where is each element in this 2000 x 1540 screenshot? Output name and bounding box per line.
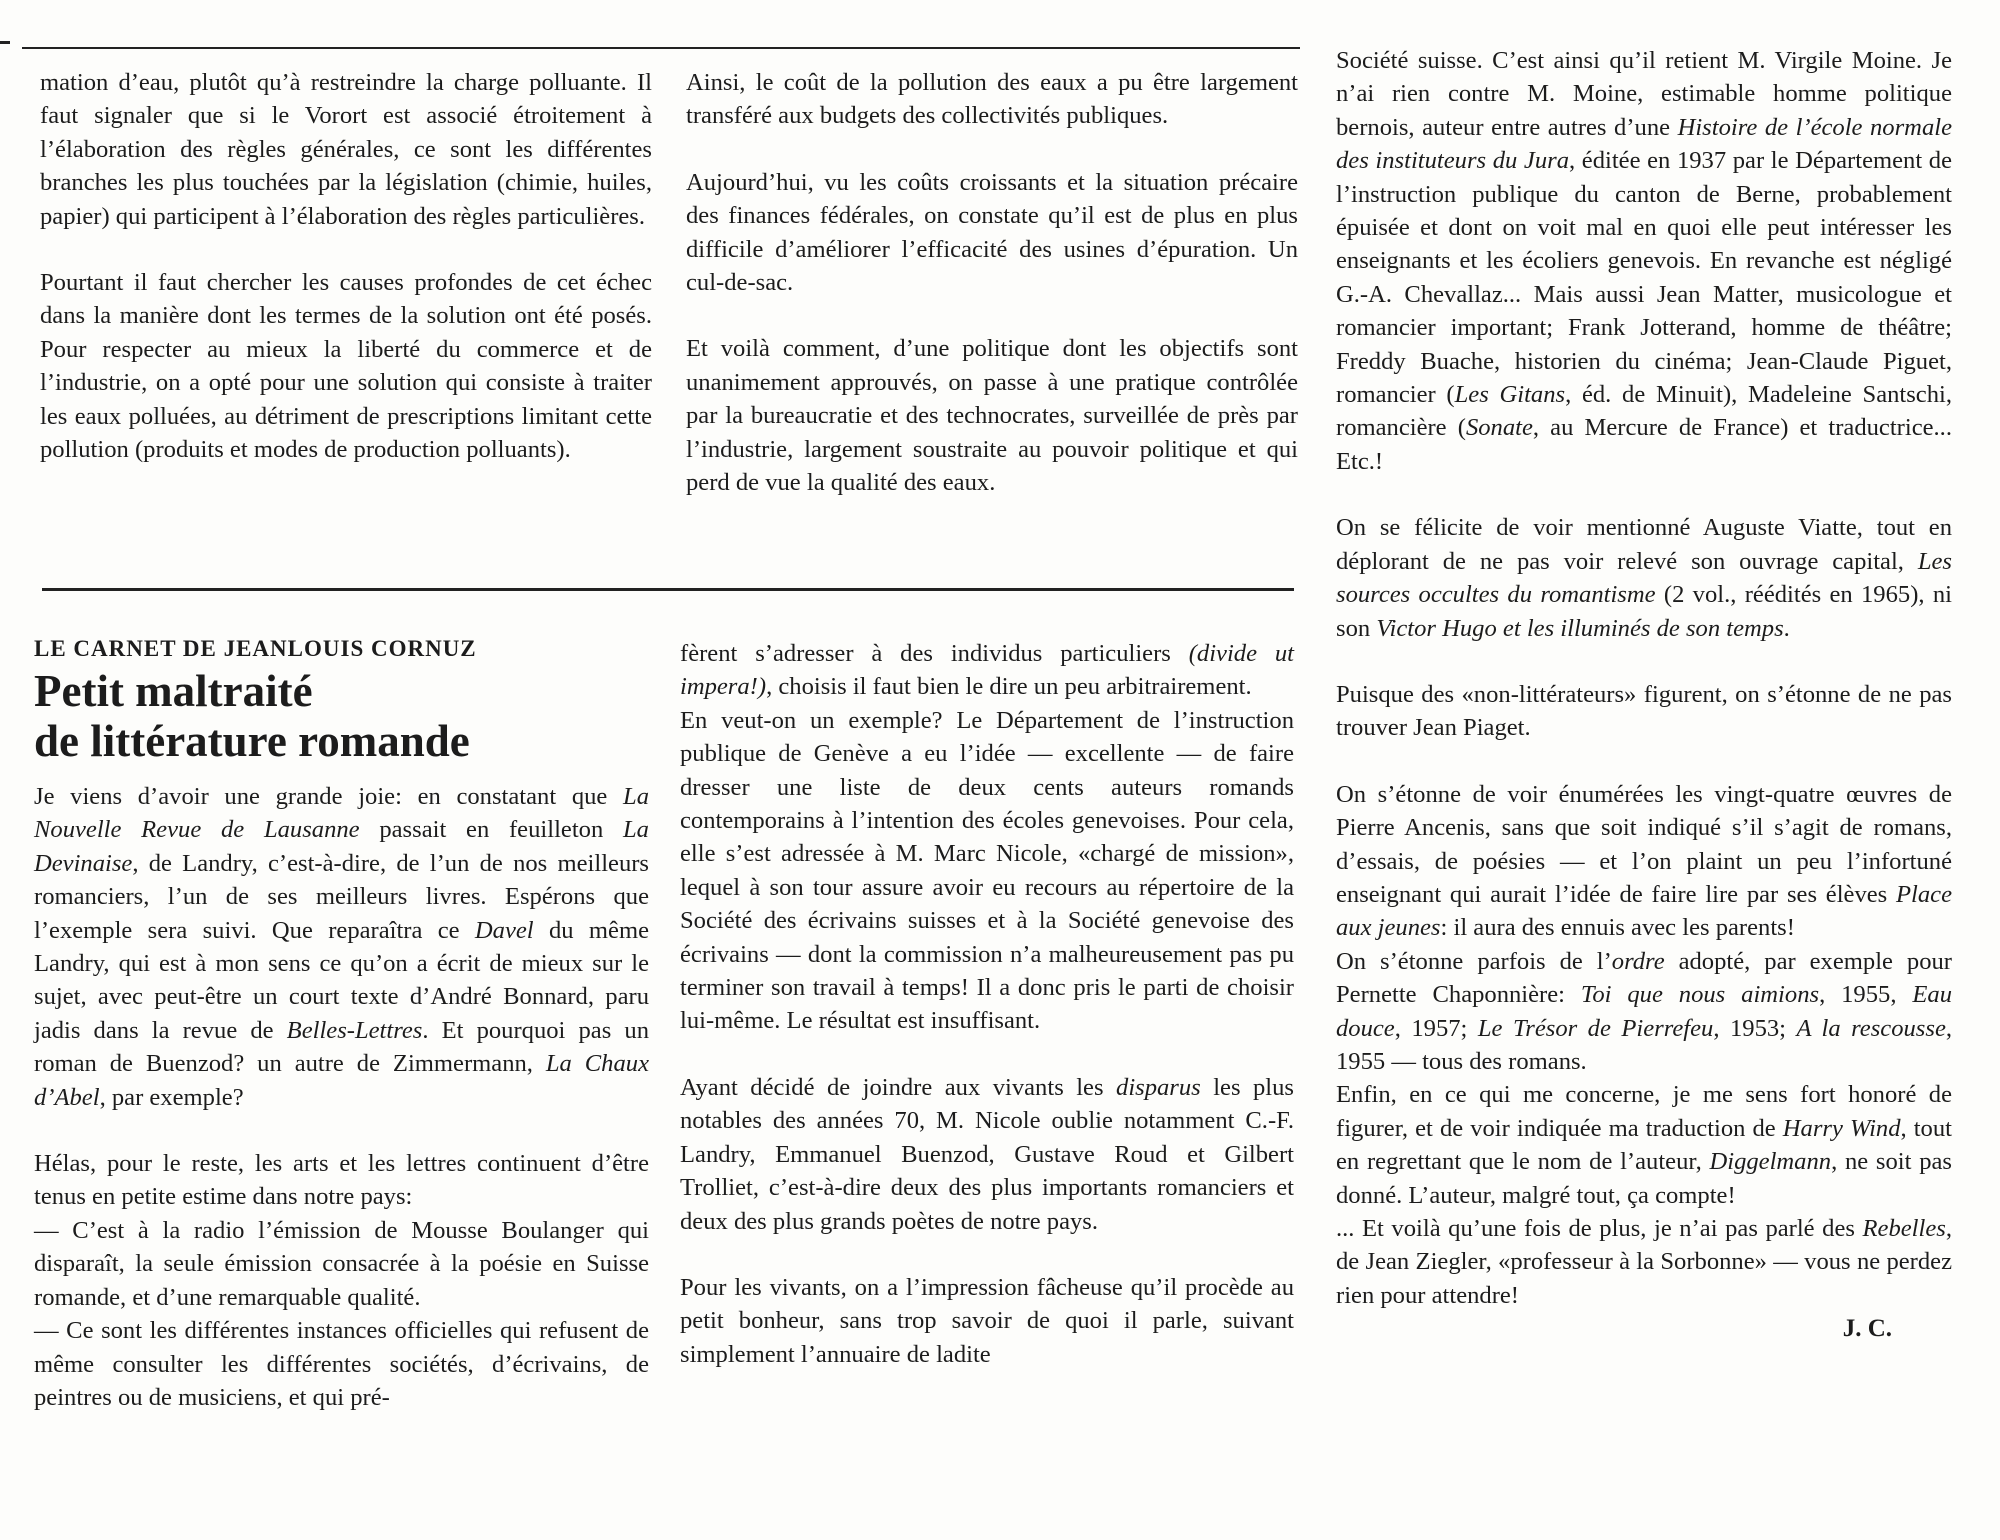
- paragraph: — C’est à la radio l’émission de Mousse Boulanger qui disparaît, la seule émission consacrée à la poésie en Suisse romande, et d’une remarquable qualité.: [34, 1216, 649, 1311]
- paragraph: — Ce sont les différentes instances officielles qui refusent de même consulter les différentes sociétés, d’écrivains, de peintres ou de musiciens, et qui pré-: [34, 1317, 649, 1411]
- italic-title: Les Gitans: [1454, 381, 1566, 409]
- italic-title: Sonate: [1465, 414, 1533, 442]
- italic-phrase: (divide ut impera!): [680, 640, 1295, 701]
- top-left-column: [40, 66, 652, 466]
- paragraph: Pour les vivants, on a l’impression fâcheuse qu’il procède au petit bonheur, sans trop savoir de quoi il parle, suivant simplement l’annuaire de ladite: [680, 1273, 1294, 1368]
- paragraph: Et voilà comment, d’une politique dont les objectifs sont unanimement approuvés, on passe à une pratique contrôlée par la bureaucratie et des technocrates, surveillée de près par l’industrie, largement soustraite au pouvoir politique et qui perd de vue la qualité des eaux.: [686, 335, 1298, 497]
- paragraph: Aujourd’hui, vu les coûts croissants et la situation précaire des finances fédérales, on constate qu’il est de plus en plus difficile d’améliorer l’efficacité des usines d’épuration. Un cul-de-sac.: [686, 168, 1298, 297]
- article-middle-column: [680, 637, 1294, 1371]
- paragraph: On se félicite de voir mentionné Auguste Viatte, tout en déplorant de ne pas voir relevé son ouvrage capital, Les sources occultes du romantisme (2 vol., réédités en 1965), ni son Victor Hugo et les illuminés de son temps.: [1336, 514, 1952, 642]
- paragraph: Puisque des «non-littérateurs» figurent, on s’étonne de ne pas trouver Jean Piaget.: [1336, 680, 1952, 742]
- italic-title: Le Trésor de Pierrefeu: [1477, 1014, 1714, 1042]
- article-title-line: de littérature romande: [34, 716, 470, 766]
- italic-title: Toi que nous aimions: [1580, 981, 1820, 1009]
- italic-title: Davel: [474, 916, 534, 944]
- italic-title: Les sources occultes du romantisme: [1336, 547, 1952, 609]
- section-divider-rule: [42, 588, 1294, 591]
- italic-title: La Devinaise: [34, 816, 649, 877]
- italic-title: Place aux jeunes: [1336, 880, 1952, 942]
- paragraph: On s’étonne parfois de l’ordre adopté, par exemple pour Pernette Chaponnière: Toi que nous aimions, 1955, Eau douce, 1957; Le Trésor de Pierrefeu, 1953; A la rescousse, 1955 — tous des romans.: [1336, 947, 1953, 1075]
- italic-title: A la rescousse: [1796, 1014, 1946, 1042]
- article-title: [34, 666, 649, 766]
- italic-title: La Chaux d’Abel: [34, 1050, 649, 1111]
- top-middle-column: [686, 66, 1298, 499]
- italic-title: Victor Hugo et les illuminés de son temps: [1376, 614, 1784, 642]
- paragraph: Société suisse. C’est ainsi qu’il retient M. Virgile Moine. Je n’ai rien contre M. Moine, estimable homme politique bernois, auteur entre autres d’une Histoire de l’école normale des instituteurs du Jura, éditée en 1937 par le Département de l’instruction publique du canton de Berne, probablement épuisée et dont on voit mal en quoi elle peut intéresser les enseignants et les écoliers genevois. En revanche est négligé G.-A. Chevallaz... Mais aussi Jean Matter, musicologue et romancier important; Frank Jotterand, homme de théâtre; Freddy Buache, historien du cinéma; Jean-Claude Piguet, romancier (Les Gitans, éd. de Minuit), Madeleine Santschi, romancière (Sonate, au Mercure de France) et traductrice... Etc.!: [1336, 47, 1953, 475]
- article-kicker: LE CARNET DE JEANLOUIS CORNUZ: [34, 636, 477, 661]
- paragraph: Hélas, pour le reste, les arts et les lettres continuent d’être tenus en petite estime dans notre pays:: [34, 1150, 649, 1211]
- italic-title: Harry Wind: [1782, 1114, 1901, 1142]
- italic-title: Histoire de l’école normale des instituteurs du Jura: [1336, 113, 1952, 175]
- paragraph: mation d’eau, plutôt qu’à restreindre la charge polluante. Il faut signaler que si le Vorort est associé étroitement à l’élaboration des règles générales, ce sont les différentes branches les plus touchées par la législation (chimie, huiles, papier) qui participent à l’élaboration des règles particulières.: [40, 69, 652, 230]
- edge-rule-mark: [0, 41, 10, 44]
- paragraph: En veut-on un exemple? Le Département de l’instruction publique de Genève a eu l’idée — excellente — de faire dresser une liste de deux cents auteurs romands contemporains à l’intention des écoles genevoises. Pour cela, elle s’est adressée à M. Marc Nicole, «chargé de mission», lequel à son tour assure avoir eu recours au répertoire de la Société des écrivains suisses et à la Société genevoise des écrivains — dont la commission n’a malheureusement pas pu terminer son travail à temps! Il a donc pris le parti de choisir lui-même. Le résultat est insuffisant.: [680, 706, 1294, 1035]
- paragraph: Pourtant il faut chercher les causes profondes de cet échec dans la manière dont les termes de la solution ont été posés. Pour respecter au mieux la liberté du commerce et de l’industrie, on a opté pour une solution qui consiste à traiter les eaux polluées, au détriment de prescriptions limitant cette pollution (produits et modes de production polluants).: [40, 269, 652, 464]
- paragraph: Ainsi, le coût de la pollution des eaux a pu être largement transféré aux budgets des collectivités publiques.: [686, 69, 1298, 130]
- italic-word: ordre: [1611, 947, 1665, 975]
- top-rule: [22, 47, 1300, 49]
- paragraph: Enfin, en ce qui me concerne, je me sens fort honoré de figurer, et de voir indiquée ma traduction de Harry Wind, tout en regrettant que le nom de l’auteur, Diggelmann, ne soit pas donné. L’auteur, malgré tout, ça compte!: [1336, 1081, 1952, 1209]
- italic-title: La Nouvelle Revue de Lausanne: [34, 783, 649, 844]
- italic-phrase: disparus: [1116, 1073, 1201, 1101]
- article-left-column: [34, 634, 649, 1414]
- italic-title: Rebelles: [1862, 1215, 1946, 1242]
- author-signature: J. C.: [1842, 1315, 1892, 1343]
- paragraph: On s’étonne de voir énumérées les vingt-quatre œuvres de Pierre Ancenis, sans que soit indiqué s’il s’agit de romans, d’essais, de poésies — et l’on plaint un peu l’infortuné enseignant qui aurait l’idée de faire lire par ses élèves Place aux jeunes: il aura des ennuis avec les parents!: [1336, 780, 1952, 942]
- paragraph: fèrent s’adresser à des individus particuliers (divide ut impera!), choisis il faut bien le dire un peu arbitrairement.: [680, 640, 1295, 701]
- italic-title: Eau douce: [1336, 981, 1952, 1042]
- paragraph: Ayant décidé de joindre aux vivants les disparus les plus notables des années 70, M. Nicole oublie notamment C.-F. Landry, Emmanuel Buenzod, Gustave Roud et Gilbert Trolliet, c’est-à-dire deux des plus importants romanciers et deux des plus grands poètes de notre pays.: [680, 1073, 1294, 1235]
- article-title-line: Petit maltraité: [34, 666, 313, 716]
- article-right-column: [1336, 44, 1952, 1346]
- paragraph: ... Et voilà qu’une fois de plus, je n’ai pas parlé des Rebelles, de Jean Ziegler, «professeur à la Sorbonne» — vous ne perdez rien pour attendre!: [1336, 1215, 1952, 1309]
- paragraph: Je viens d’avoir une grande joie: en constatant que La Nouvelle Revue de Lausanne passait en feuilleton La Devinaise, de Landry, c’est-à-dire, de l’un de nos meilleurs romanciers, l’un de ses meilleurs livres. Espérons que l’exemple sera suivi. Que reparaîtra ce Davel du même Landry, qui est à mon sens ce qu’on a écrit de mieux sur le sujet, avec peut-être un court texte d’André Bonnard, paru jadis dans la revue de Belles-Lettres. Et pourquoi pas un roman de Buenzod? un autre de Zimmermann, La Chaux d’Abel, par exemple?: [34, 783, 649, 1111]
- italic-name: Diggelmann: [1709, 1148, 1832, 1176]
- italic-title: Belles-Lettres: [286, 1016, 423, 1044]
